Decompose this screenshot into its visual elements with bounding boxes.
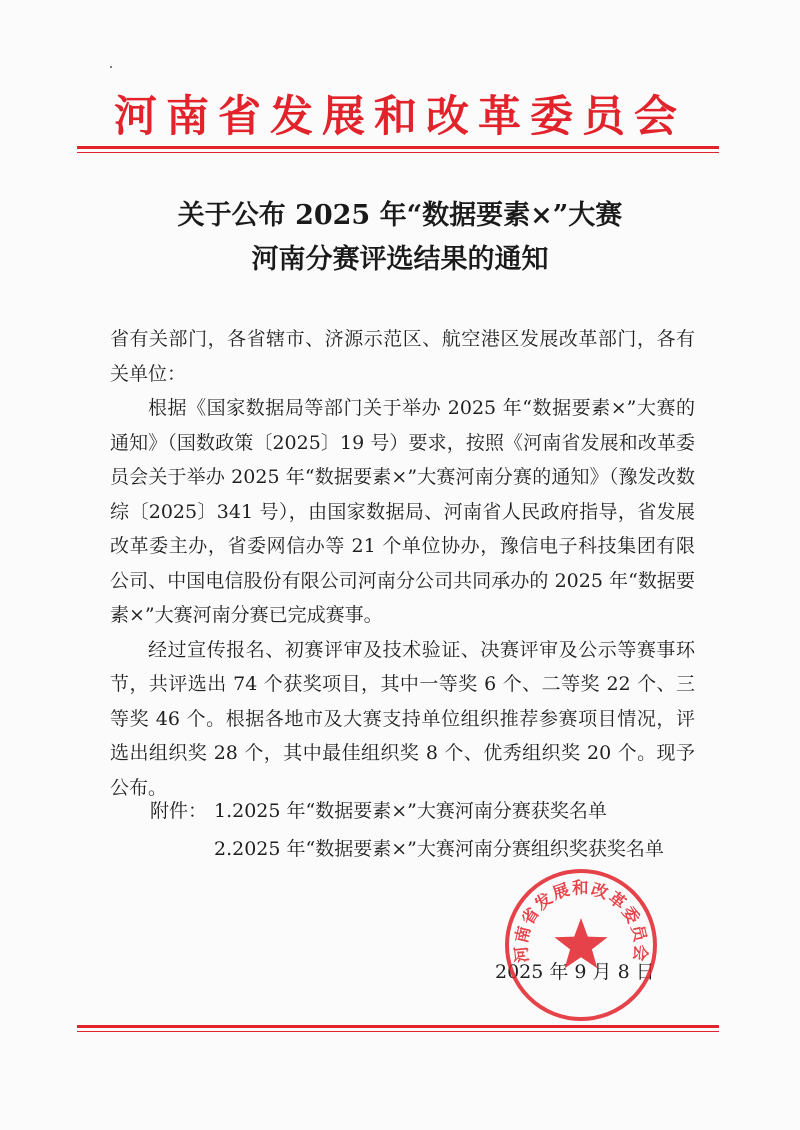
issue-date: 2025 年 9 月 8 日	[495, 961, 655, 983]
attachment-item-2: 2.2025 年“数据要素×”大赛河南分赛组织奖获奖名单	[214, 838, 664, 860]
svg-text:河南省发展和改革委员会: 河南省发展和改革委员会	[511, 878, 651, 964]
salutation: 省有关部门，各省辖市、济源示范区、航空港区发展改革部门，各有关单位：	[110, 328, 695, 385]
document-title-line-2: 河南分赛评选结果的通知	[251, 244, 549, 275]
attachment-item-1: 1.2025 年“数据要素×”大赛河南分赛获奖名单	[214, 800, 607, 822]
document-title-line-1: 关于公布 2025 年“数据要素×”大赛	[177, 200, 623, 231]
body-paragraph-2: 经过宣传报名、初赛评审及技术验证、决赛评审及公示等赛事环节，共评选出 74 个获奖项目，其中一等奖 6 个、二等奖 22 个、三等奖 46 个。根据各地市及大赛支持单位组织推荐参赛项目情况，评选出组织奖 28 个，其中最佳组织奖 8 个、优秀组织奖 20 个。现予公布。	[110, 638, 695, 799]
attachments-list	[150, 792, 664, 868]
attachments-label: 附件：	[150, 800, 208, 822]
footer-rule-thick	[77, 1025, 719, 1028]
footer-rule-thin	[77, 1031, 719, 1032]
official-seal-icon	[502, 866, 660, 1024]
scan-speck	[110, 66, 112, 68]
header-rule-thick	[77, 146, 719, 149]
document-body	[110, 322, 695, 805]
issuing-authority-header: 河南省发展和改革委员会	[114, 92, 686, 142]
attachment-row-1	[150, 792, 664, 830]
body-paragraph-1: 根据《国家数据局等部门关于举办 2025 年“数据要素×”大赛的通知》（国数政策〔2025〕19 号）要求，按照《河南省发展和改革委员会关于举办 2025 年“数据要素×”大赛河南分赛的通知》（豫发改数综〔2025〕341 号），由国家数据局、河南省人民政府指导，省发展改革委主办，省委网信办等 21 个单位协办，豫信电子科技集团有限公司、中国电信股份有限公司河南分公司共同承办的 2025 年“数据要素×”大赛河南分赛已完成赛事。	[110, 397, 695, 626]
attachment-row-2	[150, 830, 664, 868]
document-title	[0, 194, 800, 282]
header-rule-thin	[77, 152, 719, 153]
